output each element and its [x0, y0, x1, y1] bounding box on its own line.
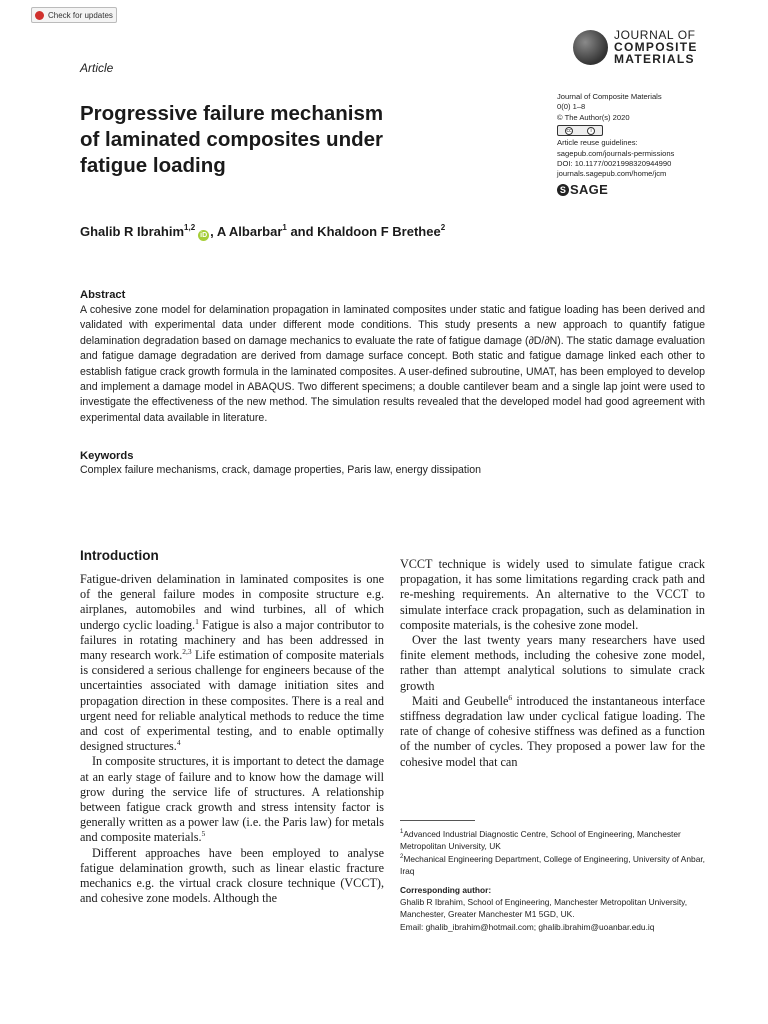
- affiliation-2-text: Mechanical Engineering Department, College of Engineering, University of Anbar, Iraq: [400, 853, 706, 877]
- title-line-1: Progressive failure mechanism: [80, 102, 384, 125]
- meta-copyright: © The Author(s) 2020: [557, 112, 630, 122]
- intro-p6-text-a: Maiti and Geubelle: [412, 693, 509, 708]
- abstract-heading: Abstract: [80, 289, 126, 301]
- article-type: Article: [80, 61, 114, 75]
- author-2: , A Albarbar: [210, 224, 283, 239]
- corresponding-author-email[interactable]: Email: ghalib_ibrahim@hotmail.com; ghalib.ibrahim@uoanbar.edu.iq: [400, 921, 655, 932]
- author-1-sup: 1,2: [184, 223, 196, 232]
- intro-paragraph-3: Different approaches have been employed to analyse fatigue delamination growth, such as linear elastic fracture mechanics e.g. the virtual crack closure technique (VCCT), and cohesive zone models. Although the: [80, 845, 384, 906]
- citation-2-3[interactable]: 2,3: [182, 647, 192, 657]
- cc-license-icon[interactable]: cc i: [557, 125, 603, 136]
- intro-p1-text-c: Life estimation of composite materials is considered a serious challenge for engineers because of the uncertainties associated with damage initiation sites and propagation direction in these composites. There is a real and urgent need for reliable analytical methods to reduce the time and cost of experimental testing, and to enable optimally designed structures.: [80, 648, 384, 754]
- check-for-updates-button[interactable]: [31, 7, 117, 23]
- intro-paragraph-1: [80, 572, 384, 754]
- check-for-updates-label: Check for updates: [48, 10, 113, 20]
- updates-icon: [35, 11, 44, 20]
- intro-paragraph-6: [400, 694, 705, 770]
- author-3-sup: 2: [440, 223, 446, 232]
- intro-p2-text: In composite structures, it is important to detect the damage at an early stage of failure and to know how the damage will grow during the service life of structures. A relationship between fatigue crack growth and stress intensity factor is generally written as a power law (i.e. the Paris law) for metals and composite materials.: [80, 754, 384, 845]
- orcid-icon[interactable]: iD: [200, 232, 208, 239]
- body-column-left: [80, 572, 384, 906]
- meta-volume: 0(0) 1–8: [557, 102, 586, 112]
- affiliation-1-text: Advanced Industrial Diagnostic Centre, School of Engineering, Manchester Metropolitan University, UK: [400, 829, 681, 852]
- citation-1[interactable]: 1: [195, 616, 199, 626]
- author-3: and Khaldoon F Brethee: [286, 224, 441, 239]
- meta-doi[interactable]: DOI: 10.1177/0021998320944990: [557, 159, 672, 169]
- author-1: Ghalib R Ibrahim: [80, 224, 185, 239]
- title-line-3: fatigue loading: [80, 154, 226, 177]
- keywords-heading: Keywords: [80, 450, 134, 462]
- meta-home-link[interactable]: journals.sagepub.com/home/jcm: [557, 169, 667, 179]
- citation-5[interactable]: 5: [201, 829, 206, 839]
- journal-meta: [557, 92, 674, 196]
- title-line-2: of laminated composites under: [80, 128, 383, 151]
- keywords-text: Complex failure mechanisms, crack, damage properties, Paris law, energy dissipation: [80, 464, 481, 476]
- author-list: [80, 223, 445, 241]
- corresponding-author-heading: Corresponding author:: [400, 884, 492, 895]
- journal-logo-line3: MATERIALS: [614, 52, 695, 66]
- paper-title: [80, 101, 520, 179]
- journal-logo-line1: JOURNAL OF: [614, 28, 696, 42]
- abstract-text: A cohesive zone model for delamination propagation in laminated composites under static and fatigue loading has been derived and validated with experimental data under different mode conditions. This study presents a new approach to quantify fatigue delamination degradation based on damage mechanics to evaluate the rate of fatigue damage (∂D/∂N). The static damage evaluation and fatigue damage degradation are derived from damage surface concept. Both static and fatigue damage linked each other to establish fatigue crack growth formula in the laminated composites. A user-defined subroutine, UMAT, has been employed to develop and implement a damage model in ABAQUS. Two different specimens; a double cantilever beam and a single lap joint were used to investigate the effectiveness of the new method. The simulation results revealed that the developed model had good agreement with experimental data available in literature.: [80, 304, 705, 424]
- journal-logo: [573, 29, 698, 65]
- journal-globe-icon: [573, 30, 608, 65]
- intro-p1-text-a: Fatigue-driven delamination in laminated composites is one of the general failure modes in composite structure e.g. airplanes, automobiles and wind turbines, all of which undergo cyclic loading.: [80, 572, 384, 632]
- affiliations: [400, 828, 706, 933]
- affiliation-1-sup: 1: [400, 829, 404, 835]
- intro-paragraph-5: Over the last twenty years many researchers have used finite element methods, including the cohesive zone model, rather than attempt analytical solutions to simulate crack growth: [400, 633, 705, 693]
- intro-p6-text-b: introduced the instantaneous interface stiffness degradation law under cyclical fatigue loading. The rate of change of cohesive stiffness was defined as a function of the number of cycles. They proposed a power law for the cohesive model that can: [400, 693, 705, 769]
- journal-logo-line2: COMPOSITE: [614, 40, 698, 54]
- intro-paragraph-2: [80, 754, 384, 845]
- affiliation-2-sup: 2: [400, 853, 404, 860]
- meta-permissions-link[interactable]: sagepub.com/journals-permissions: [557, 148, 675, 158]
- meta-reuse: Article reuse guidelines:: [557, 138, 638, 148]
- sage-s-icon: S: [557, 184, 569, 196]
- affiliation-1: [400, 828, 706, 853]
- footnote-divider: [400, 820, 475, 821]
- sage-label: SAGE: [570, 181, 609, 197]
- citation-6[interactable]: 6: [508, 692, 513, 702]
- sage-logo: [557, 181, 674, 197]
- affiliation-2: [400, 853, 706, 878]
- meta-journal: Journal of Composite Materials: [557, 92, 662, 101]
- author-2-sup: 1: [282, 223, 287, 232]
- citation-4[interactable]: 4: [176, 738, 181, 748]
- body-column-right: [400, 557, 705, 770]
- introduction-heading: Introduction: [80, 548, 159, 563]
- intro-paragraph-4: VCCT technique is widely used to simulate fatigue crack propagation, it has some limitations regarding crack path and re-meshing requirements. An alternative to the VCCT to simulate interface crack propagation, such as delamination in composite materials, is the cohesive zone model.: [400, 557, 705, 632]
- corresponding-author-address: Ghalib R Ibrahim, School of Engineering, Manchester Metropolitan University, Manchester, Greater Manchester M1 5GD, UK.: [400, 897, 688, 920]
- intro-p1-text-b: Fatigue is also a major contributor to failures in rotating machinery and has been addressed in many research work.: [80, 617, 384, 663]
